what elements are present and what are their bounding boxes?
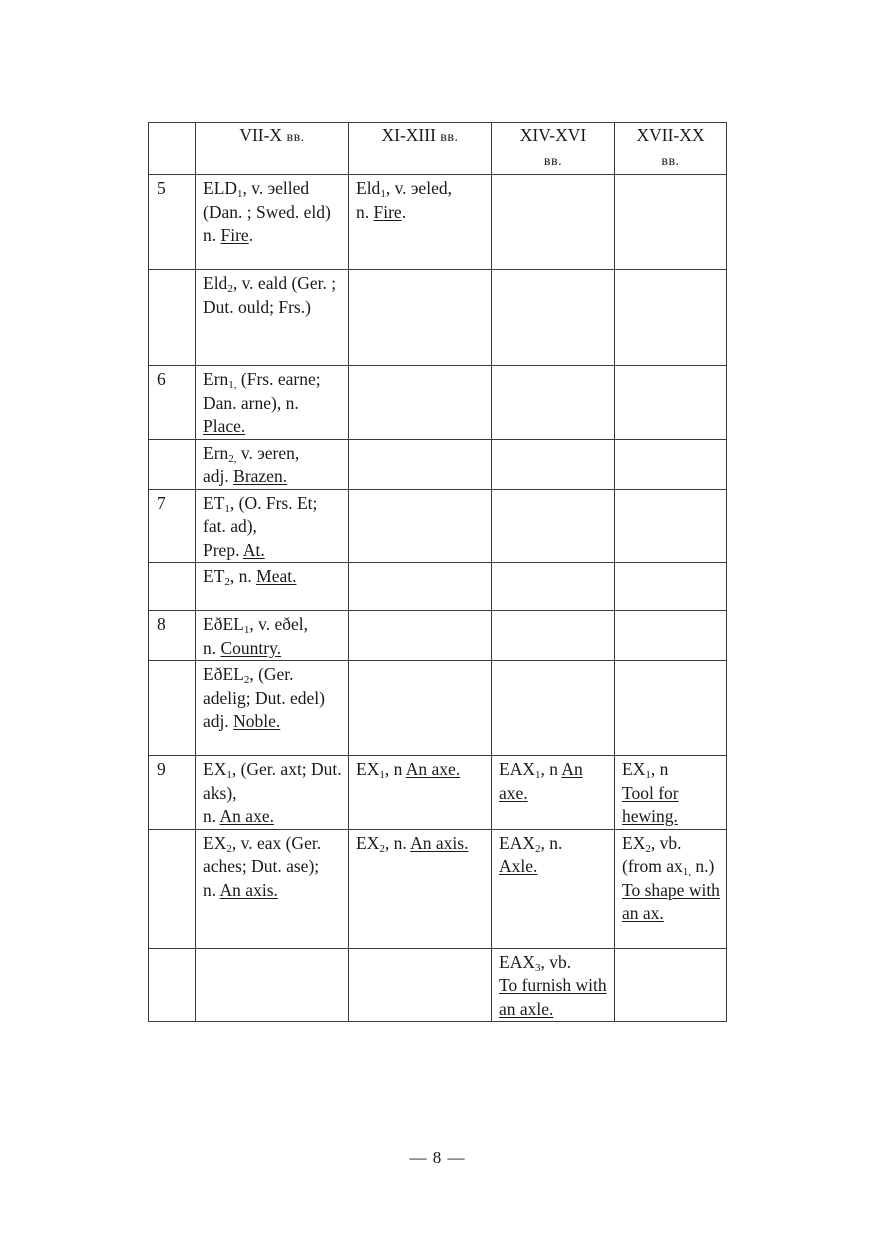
empty-cell xyxy=(615,489,727,563)
entry-cell: $EX_2$, v. eax (Ger. aches; Dut. ase); n. An axis. xyxy=(196,829,349,948)
table-row xyxy=(149,439,727,489)
entry-cell: EðEL$_2$, (Ger. adelig; Dut. edel) adj. Noble. xyxy=(196,661,349,756)
empty-cell xyxy=(492,366,615,440)
entry-cell: $EAX_2$, n. Axle. xyxy=(492,829,615,948)
empty-cell xyxy=(149,270,196,366)
empty-cell xyxy=(492,270,615,366)
table-row xyxy=(149,611,727,661)
entry-cell: Ern$_{1,}$ (Frs. earne; Dan. arne), n. Place. xyxy=(196,366,349,440)
entry-cell: Ern$_{2,}$ v. эeren, adj. Brazen. xyxy=(196,439,349,489)
empty-cell xyxy=(492,439,615,489)
table-row xyxy=(149,829,727,948)
empty-cell xyxy=(615,563,727,611)
table-row xyxy=(149,756,727,830)
empty-cell xyxy=(349,439,492,489)
empty-cell xyxy=(149,829,196,948)
row-number: 9 xyxy=(149,756,196,830)
empty-cell xyxy=(149,439,196,489)
empty-cell xyxy=(492,175,615,270)
empty-cell xyxy=(615,270,727,366)
empty-cell xyxy=(349,366,492,440)
empty-cell xyxy=(615,661,727,756)
header-row xyxy=(149,123,727,175)
etymology-table xyxy=(148,122,727,1022)
header-period-2: XI-XIII вв. xyxy=(349,123,492,175)
row-number: 7 xyxy=(149,489,196,563)
entry-cell: $ELD_1$, v. эelled (Dan. ; Swed. eld) n. Fire. xyxy=(196,175,349,270)
table-row xyxy=(149,661,727,756)
entry-cell: $ET_1$, (O. Frs. Et; fat. ad), Prep. At. xyxy=(196,489,349,563)
empty-cell xyxy=(615,439,727,489)
empty-cell xyxy=(492,661,615,756)
empty-cell xyxy=(349,948,492,1022)
table-row xyxy=(149,270,727,366)
table-row xyxy=(149,175,727,270)
empty-cell xyxy=(349,563,492,611)
header-period-4: XVII-XX вв. xyxy=(615,123,727,175)
header-period-1: VII-X вв. xyxy=(196,123,349,175)
empty-cell xyxy=(349,611,492,661)
table-row xyxy=(149,366,727,440)
entry-cell: Eld$_1$, v. эeled, n. Fire. xyxy=(349,175,492,270)
entry-cell: $ET_2$, n. Meat. xyxy=(196,563,349,611)
entry-cell: Eld$_2$, v. eald (Ger. ; Dut. ould; Frs.) xyxy=(196,270,349,366)
entry-cell: $EX_1$, (Ger. axt; Dut. aks), n. An axe. xyxy=(196,756,349,830)
page-number: — 8 — xyxy=(409,1148,466,1167)
empty-cell xyxy=(492,563,615,611)
empty-cell xyxy=(615,611,727,661)
entry-cell: EðEL$_1$, v. eðel, n. Country. xyxy=(196,611,349,661)
empty-cell xyxy=(615,175,727,270)
entry-cell: $EAX_3$, vb. To furnish with an axle. xyxy=(492,948,615,1022)
table-row xyxy=(149,948,727,1022)
row-number: 5 xyxy=(149,175,196,270)
empty-cell xyxy=(615,366,727,440)
row-number: 6 xyxy=(149,366,196,440)
empty-cell xyxy=(149,661,196,756)
entry-cell: $EX_1$, n An axe. xyxy=(349,756,492,830)
empty-cell xyxy=(615,948,727,1022)
empty-cell xyxy=(196,948,349,1022)
empty-cell xyxy=(349,270,492,366)
entry-cell: $EX_2$, vb. (from $ax_{1,}$ n.) To shape with an ax. xyxy=(615,829,727,948)
table-row xyxy=(149,563,727,611)
entry-cell: $EX_2$, n. An axis. xyxy=(349,829,492,948)
row-number: 8 xyxy=(149,611,196,661)
header-num xyxy=(149,123,196,175)
empty-cell xyxy=(149,563,196,611)
empty-cell xyxy=(149,948,196,1022)
header-period-3: XIV-XVI вв. xyxy=(492,123,615,175)
entry-cell: $EX_1$, n Tool for hewing. xyxy=(615,756,727,830)
empty-cell xyxy=(492,489,615,563)
empty-cell xyxy=(492,611,615,661)
table-row xyxy=(149,489,727,563)
entry-cell: $EAX_1$, n An axe. xyxy=(492,756,615,830)
empty-cell xyxy=(349,661,492,756)
empty-cell xyxy=(349,489,492,563)
